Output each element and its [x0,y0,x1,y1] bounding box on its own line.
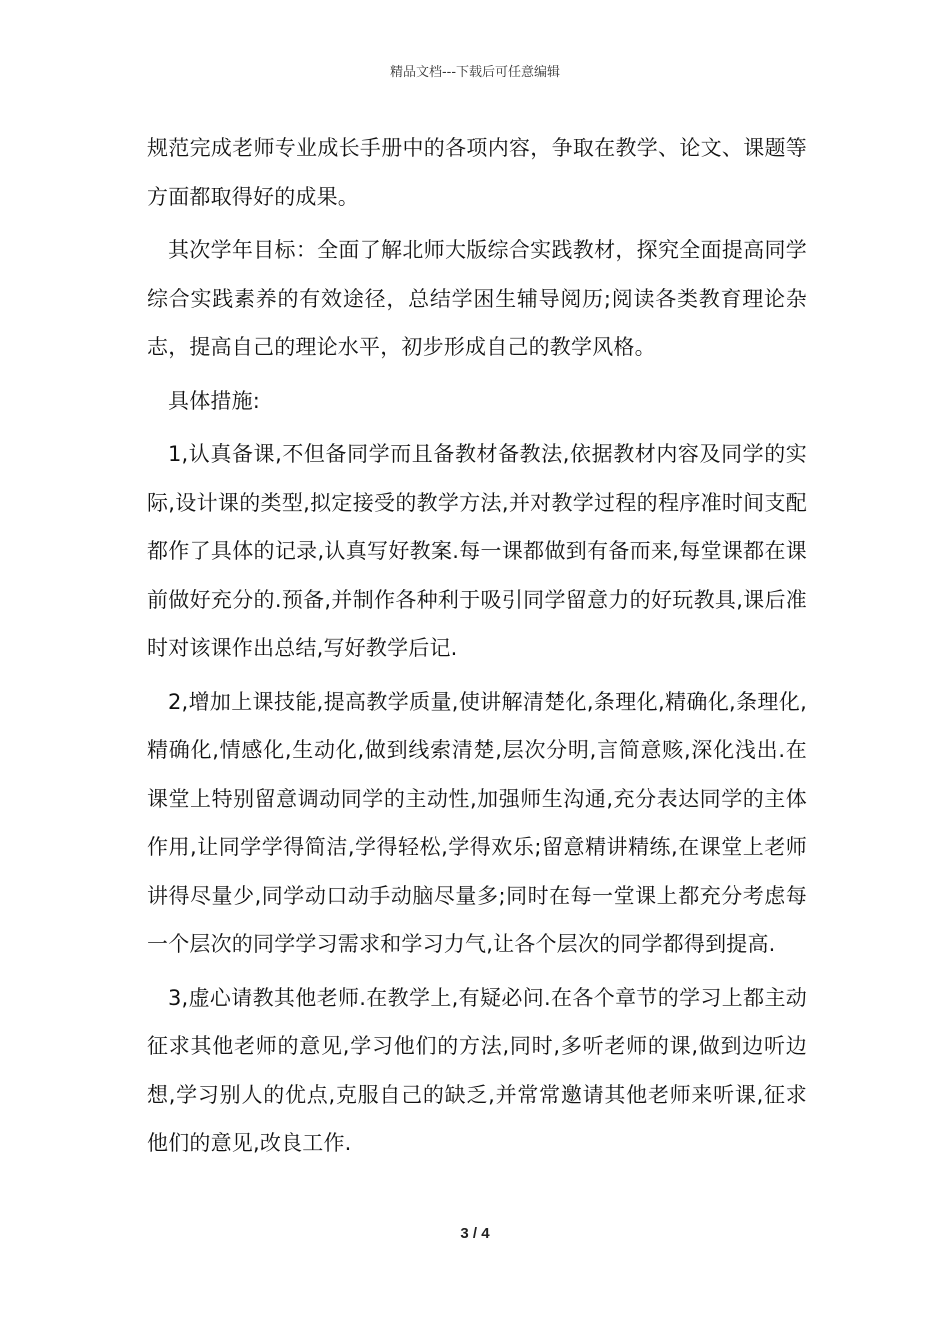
page-number: 3 / 4 [460,1225,490,1242]
paragraph-measure-3: 3,虚心请教其他老师.在教学上,有疑必问.在各个章节的学习上都主动征求其他老师的意见,学习他们的方法,同时,多听老师的课,做到边听边想,学习别人的优点,克服自己的缺乏,并常常邀请其他老师来听课,征求他们的意见,改良工作. [147,985,807,1155]
paragraph-measures-heading: 具体措施: [168,388,261,413]
paragraph-continuation: 规范完成老师专业成长手册中的各项内容，争取在教学、论文、课题等方面都取得好的成果。 [147,136,807,209]
paragraph-measure-2: 2,增加上课技能,提高教学质量,使讲解清楚化,条理化,精确化,条理化,精确化,情感化,生动化,做到线索清楚,层次分明,言简意赅,深化浅出.在课堂上特别留意调动同学的主动性,加强师生沟通,充分表达同学的主体作用,让同学学得简洁,学得轻松,学得欢乐;留意精讲精练,在课堂上老师讲得尽量少,同学动口动手动脑尽量多;同时在每一堂课上都充分考虑每一个层次的同学学习需求和学习力气,让各个层次的同学都得到提高. [147,689,807,956]
document-body [147,124,807,1173]
page-header: 精品文档---下载后可任意编辑 [389,65,561,80]
paragraph-second-year-goals: 其次学年目标：全面了解北师大版综合实践教材，探究全面提高同学综合实践素养的有效途径，总结学困生辅导阅历;阅读各类教育理论杂志，提高自己的理论水平，初步形成自己的教学风格。 [147,238,807,359]
paragraph-measure-1: 1,认真备课,不但备同学而且备教材备教法,依据教材内容及同学的实际,设计课的类型,拟定接受的教学方法,并对教学过程的程序准时间支配都作了具体的记录,认真写好教案.每一课都做到有备而来,每堂课都在课前做好充分的.预备,并制作各种利于吸引同学留意力的好玩教具,课后准时对该课作出总结,写好教学后记. [147,442,807,660]
